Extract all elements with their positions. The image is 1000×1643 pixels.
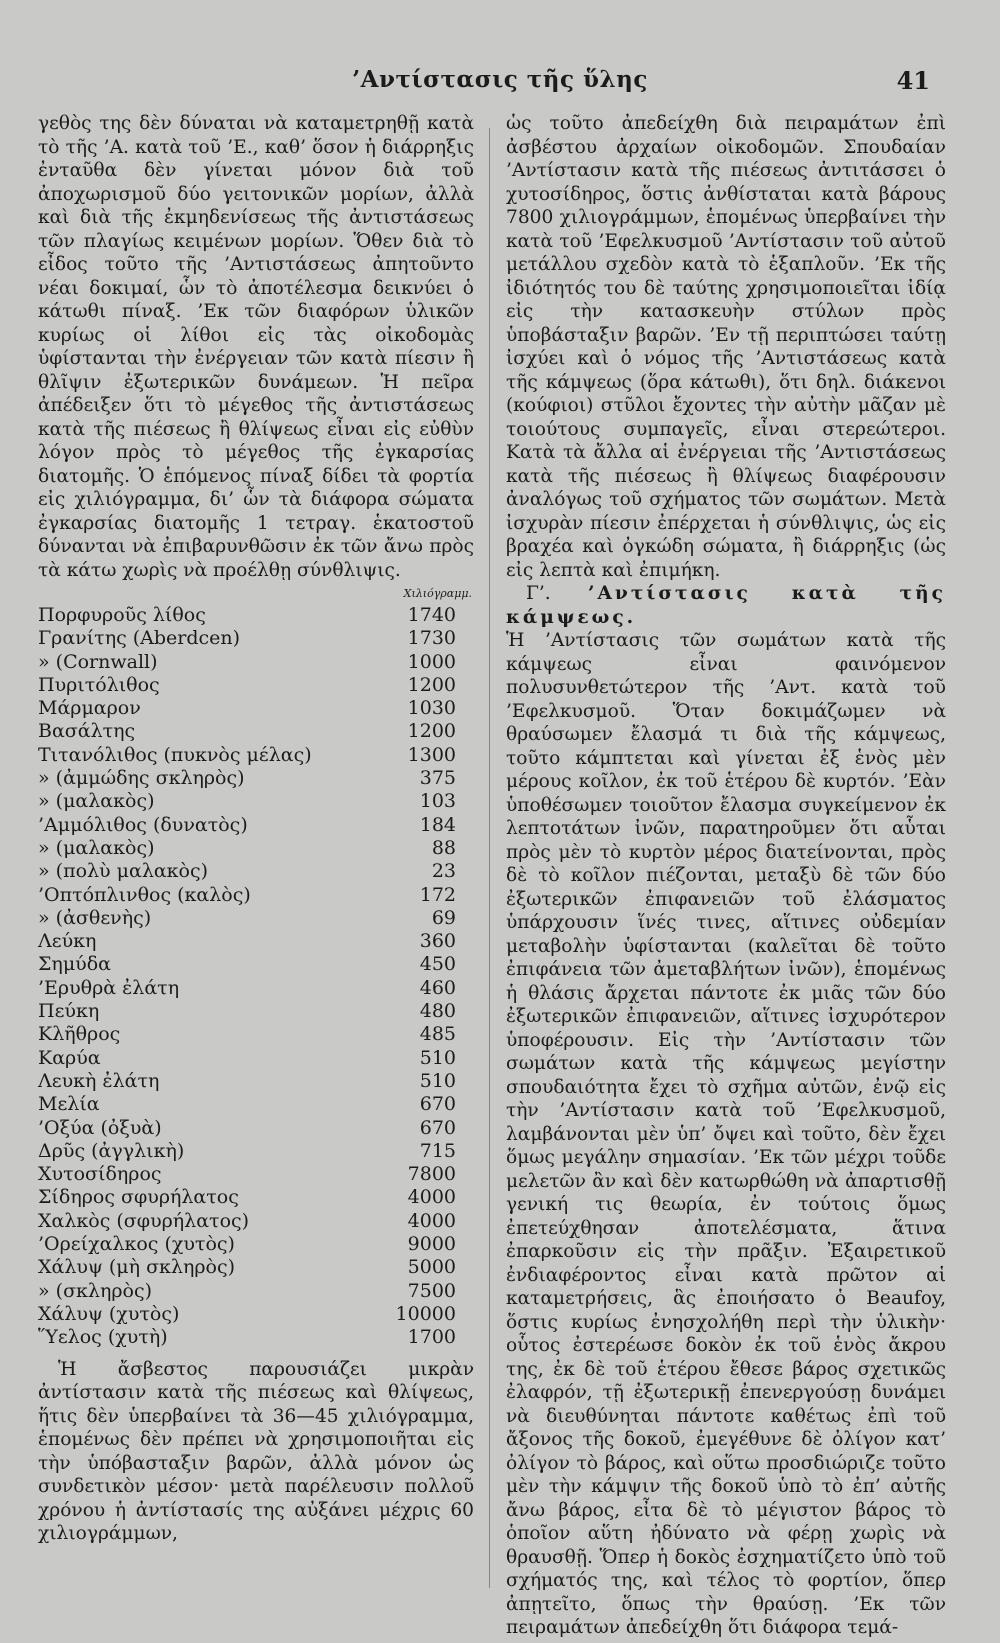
compression-strength-table xyxy=(38,604,474,1350)
material-name: » (ἀμμώδης σκληρὸς) xyxy=(38,767,245,790)
load-value: 172 xyxy=(419,883,456,906)
table-row xyxy=(38,1023,474,1046)
material-name: Πεύκη xyxy=(38,1000,100,1023)
load-value: 4000 xyxy=(407,1186,456,1209)
page-number: 41 xyxy=(896,66,930,95)
table-row xyxy=(38,1093,474,1116)
load-value: 480 xyxy=(419,1000,456,1023)
material-name: Χάλυψ (χυτὸς) xyxy=(38,1302,180,1325)
left-column xyxy=(38,112,474,1546)
table-unit-caption: Χιλιόγραμμ. xyxy=(403,587,472,600)
load-value: 1200 xyxy=(407,720,456,743)
load-value: 103 xyxy=(419,790,456,813)
table-row xyxy=(38,977,474,1000)
load-value: 670 xyxy=(419,1093,456,1116)
column-divider xyxy=(489,128,490,1588)
table-row xyxy=(38,604,474,627)
table-row xyxy=(38,720,474,743)
material-name: » (πολὺ μαλακὸς) xyxy=(38,860,209,883)
load-value: 1200 xyxy=(407,673,456,696)
table-row xyxy=(38,907,474,930)
table-row xyxy=(38,1070,474,1093)
load-value: 1730 xyxy=(407,627,456,650)
material-name: » (μαλακὸς) xyxy=(38,790,155,813)
load-value: 485 xyxy=(419,1023,456,1046)
table-row xyxy=(38,1186,474,1209)
material-name: Πυριτόλιθος xyxy=(38,673,160,696)
table-row xyxy=(38,627,474,650)
table-row xyxy=(38,1163,474,1186)
load-value: 510 xyxy=(419,1069,456,1092)
material-name: ’Οπτόπλινθος (καλὸς) xyxy=(38,883,251,906)
material-name: » (σκληρὸς) xyxy=(38,1279,153,1302)
table-row xyxy=(38,814,474,837)
load-value: 1000 xyxy=(407,650,456,673)
load-value: 460 xyxy=(419,976,456,999)
table-row xyxy=(38,837,474,860)
material-name: » (ἀσθενὴς) xyxy=(38,906,152,929)
table-row xyxy=(38,697,474,720)
right-paragraph-1: ὡς τοῦτο ἀπεδείχθη διὰ πειραμάτων ἐπὶ ἀσβέστου ἀρχαίων οἰκοδομῶν. Σπουδαίαν ’Αντίστασιν κατὰ τῆς πιέσεως ἀντιτάσσει ὁ χυτοσίδηρος, ὅστις ἀνθίσταται κατὰ βάρους 7800 χιλιογράμμων, ἑπομένως ὑπερβαίνει τὴν κατὰ τοῦ ’Εφελκυσμοῦ ’Αντίστασιν τοῦ αὐτοῦ μετάλλου σχεδὸν κατὰ τὸ ἑξαπλοῦν. ’Εκ τῆς ἰδιότητός του δὲ ταύτης χρησιμοποιεῖται ἰδίᾳ εἰς τὴν κατασκευὴν στύλων πρὸς ὑποβάσταξιν βαρῶν. ’Εν τῇ περιπτώσει ταύτῃ ἰσχύει καὶ ὁ νόμος τῆς ’Αντιστάσεως κατὰ τῆς κάμψεως (ὅρα κάτωθι), ὅτι δηλ. διάκενοι (κούφιοι) στῦλοι ἔχοντες τὴν αὐτὴν μᾶζαν μὲ τοιούτους συμπαγεῖς, εἶναι στερεώτεροι. Κατὰ τὰ ἄλλα αἱ ἐνέργειαι τῆς ’Αντιστάσεως κατὰ τῆς πιέσεως ἢ θλίψεως διαφέρουσιν ἀναλόγως τοῦ σχήματος τῶν σωμάτων. Μετὰ ἰσχυρὰν πίεσιν ἐπέρχεται ἡ σύνθλιψις, ὡς εἰς βραχέα καὶ ὀγκώδη σώματα, ἢ διάρρηξις (ὡς εἰς λεπτὰ καὶ ἐπιμήκη. xyxy=(506,113,946,581)
section-heading-line xyxy=(506,582,946,629)
table-row xyxy=(38,930,474,953)
material-name: Τιτανόλιθος (πυκνὸς μέλας) xyxy=(38,743,312,766)
material-name: » (Cornwall) xyxy=(38,650,158,673)
table-row xyxy=(38,1326,474,1349)
load-value: 1700 xyxy=(407,1326,456,1349)
load-value: 7800 xyxy=(407,1163,456,1186)
material-name: Γρανίτης (Aberdcen) xyxy=(38,627,241,650)
running-title: ’Αντίστασις τῆς ὕλης xyxy=(352,66,648,93)
material-name: ’Αμμόλιθος (δυνατὸς) xyxy=(38,813,248,836)
table-row xyxy=(38,1280,474,1303)
table-row xyxy=(38,884,474,907)
load-value: 23 xyxy=(431,860,456,883)
table-row xyxy=(38,790,474,813)
load-value: 670 xyxy=(419,1116,456,1139)
material-name: Λεύκη xyxy=(38,930,97,953)
table-row xyxy=(38,1000,474,1023)
table-row xyxy=(38,1117,474,1140)
material-name: Βασάλτης xyxy=(38,720,136,743)
material-name: Πορφυροῦς λίθος xyxy=(38,604,206,626)
material-name: Χυτοσίδηρος xyxy=(38,1163,162,1186)
table-row xyxy=(38,1047,474,1070)
material-name: Σίδηρος σφυρήλατος xyxy=(38,1186,239,1209)
material-name: ’Οξύα (ὀξυὰ) xyxy=(38,1116,162,1139)
load-value: 450 xyxy=(419,953,456,976)
load-value: 7500 xyxy=(407,1279,456,1302)
table-row xyxy=(38,651,474,674)
material-name: Ὕελος (χυτὴ) xyxy=(38,1326,168,1349)
load-value: 375 xyxy=(419,767,456,790)
load-value: 184 xyxy=(419,813,456,836)
load-value: 88 xyxy=(431,836,456,859)
material-name: Λευκὴ ἐλάτη xyxy=(38,1069,160,1092)
load-value: 1740 xyxy=(407,604,456,626)
table-row xyxy=(38,674,474,697)
load-value: 1030 xyxy=(407,697,456,720)
left-paragraph-1: γεθὸς της δὲν δύναται νὰ καταμετρηθῇ κατὰ τὸ τῆς ’Α. κατὰ τοῦ ’Ε., καθ’ ὅσον ἡ διάρρηξις ἐνταῦθα δὲν γίνεται μόνον διὰ τοῦ ἀποχωρισμοῦ δύο γειτονικῶν μορίων, ἀλλὰ καὶ διὰ τῆς ἐκμηδενίσεως τῆς ἀντιστάσεως τῶν πλαγίως κειμένων μορίων. Ὅθεν διὰ τὸ εἶδος τοῦτο τῆς ’Αντιστάσεως ἀπητοῦντο νέαι δοκιμαί, ὧν τὸ ἀποτέλεσμα δεικνύει ὁ κάτωθι πίναξ. ’Εκ τῶν διαφόρων ὑλικῶν κυρίως οἱ λίθοι εἰς τὰς οἰκοδομὰς ὑφίστανται τὴν ἐνέργειαν τῶν κατὰ πίεσιν ἢ θλῖψιν ἐξωτερικῶν δυνάμεων. Ἡ πεῖρα ἀπέδειξεν ὅτι τὸ μέγεθος τῆς ἀντιστάσεως κατὰ τῆς πιέσεως ἢ θλίψεως εἶναι εἰς εὐθὺν λόγον πρὸς τὸ μέγεθος τῆς ἐγκαρσίας διατομῆς. Ὁ ἑπόμενος πίναξ δίδει τὰ φορτία εἰς χιλιόγραμμα, δι’ ὧν τὰ διάφορα σώματα ἐγκαρσίας διατομῆς 1 τετραγ. ἑκατοστοῦ δύνανται νὰ ἐπιβαρυνθῶσιν ἐκ τῶν ἄνω πρὸς τὰ κάτω χωρὶς νὰ προέλθῃ σύνθλιψις. xyxy=(38,113,474,581)
section-heading: ’Αντίστασις κατὰ τῆς κάμψεως. xyxy=(506,583,946,628)
table-row xyxy=(38,1303,474,1326)
load-value: 5000 xyxy=(407,1256,456,1279)
load-value: 4000 xyxy=(407,1209,456,1232)
load-value: 715 xyxy=(419,1139,456,1162)
material-name: Μελία xyxy=(38,1093,100,1116)
section-label: Γ’. xyxy=(526,583,551,604)
table-row xyxy=(38,1210,474,1233)
material-name: Σημύδα xyxy=(38,953,111,976)
page-header xyxy=(0,62,1000,102)
load-value: 69 xyxy=(431,906,456,929)
load-value: 10000 xyxy=(395,1302,456,1325)
load-value: 1300 xyxy=(407,743,456,766)
load-value: 510 xyxy=(419,1046,456,1069)
load-value: 9000 xyxy=(407,1233,456,1256)
table-row xyxy=(38,744,474,767)
material-name: Καρύα xyxy=(38,1046,101,1069)
right-paragraph-2: Ἡ ’Αντίστασις τῶν σωμάτων κατὰ τῆς κάμψεως εἶναι φαινόμενον πολυσυνθετώτερον τῆς ’Αντ. κατὰ τοῦ ’Εφελκυσμοῦ. Ὅταν δοκιμάζωμεν νὰ θραύσωμεν ἔλασμά τι διὰ τῆς κάμψεως, τοῦτο κάμπτεται καὶ γίνεται ἐξ ἑνὸς μὲν μέρους κοῖλον, ἐκ τοῦ ἑτέρου δὲ κυρτόν. ’Εὰν ὑποθέσωμεν τοιοῦτον ἔλασμα συγκείμενον ἐκ λεπτοτάτων ἰνῶν, παρατηροῦμεν ὅτι αὗται πρὸς μὲν τὸ κυρτὸν μέρος διατείνονται, πρὸς δὲ τὸ κοῖλον πιέζονται, μεταξὺ δὲ τῶν δύο ἐξωτερικῶν ἐπιφανειῶν τοῦ ἐλάσματος ὑπάρχουσιν ἵνές τινες, αἵτινες οὐδεμίαν μεταβολὴν ὑφίστανται (καλεῖται δὲ τοῦτο ἐπιφάνεια τῶν ἀμεταβλήτων ἰνῶν), ἑπομένως ἡ θλάσις ἄρχεται πάντοτε ἐκ μιᾶς τῶν δύο ἐξωτερικῶν ἐπιφανειῶν, αἵτινες ἰσχυρότερον ὑποφέρουσιν. Εἰς τὴν ’Αντίστασιν τῶν σωμάτων κατὰ τῆς κάμψεως μεγίστην σπουδαιότητα ἔχει τὸ σχῆμα αὐτῶν, ἐνῷ εἰς τὴν ’Αντίστασιν κατὰ τοῦ ’Εφελκυσμοῦ, λαμβάνονται μὲν ὑπ’ ὄψει καὶ τοῦτο, δὲν ἔχει ὅμως μεγάλην σημασίαν. ’Εκ τῶν μέχρι τοῦδε μελετῶν ἂν καὶ δὲν κατωρθώθη νὰ ἀπαρτισθῇ γενική τις θεωρία, ἐν τούτοις ὅμως ἐπετεύχθησαν ἀποτελέσματα, ἅτινα ἐπαρκοῦσιν εἰς τὴν πρᾶξιν. Ἐξαιρετικοῦ ἐνδιαφέροντος εἶναι κατὰ πρῶτον αἱ καταμετρήσεις, ἃς ἐποιήσατο ὁ Beaufoy, ὅστις κυρίως ἐνησχολήθη περὶ τὴν ὑλικὴν· οὗτος ἐστερέωσε δοκὸν ἐκ τοῦ ἑνὸς ἄκρου της, ἐκ δὲ τοῦ ἑτέρου ἔθεσε βάρος σχετικῶς ἐλαφρόν, τῇ ἐξωτερικῇ ἐπενεργούσῃ δυνάμει νὰ διευθύνηται πάντοτε καθέτως ἐπὶ τοῦ ἄξονος τῆς δοκοῦ, ἐμεγέθυνε δὲ ὀλίγον κατ’ ὀλίγον τὸ βάρος, καὶ οὕτω προσδιώριζε τοῦτο μὲν τὴν κάμψιν τῆς δοκοῦ ὑπὸ τὸ ἐπ’ αὐτῆς ἄνω βάρος, εἶτα δὲ τὸ μέγιστον βάρος τὸ ὁποῖον αὕτη ἠδύνατο νὰ φέρῃ χωρὶς νὰ θραυσθῇ. Ὅπερ ἡ δοκὸς ἐσχηματίζετο ὑπὸ τοῦ σχήματός της, καὶ τέλος τὸ φορτίον, ὅπερ ἀπῃτεῖτο, ὅπως τὴν θραύσῃ. ’Εκ τῶν πειραμάτων ἀπεδείχθη ὅτι διάφορα τεμά- xyxy=(506,630,946,1638)
table-row xyxy=(38,1256,474,1279)
load-value: 360 xyxy=(419,930,456,953)
material-name: ’Ορείχαλκος (χυτὸς) xyxy=(38,1233,235,1256)
table-row xyxy=(38,1233,474,1256)
material-name: ’Ερυθρὰ ἐλάτη xyxy=(38,976,180,999)
table-row xyxy=(38,953,474,976)
material-name: Μάρμαρον xyxy=(38,697,141,720)
material-name: Κλῆθρος xyxy=(38,1023,121,1046)
right-column xyxy=(506,112,946,1640)
material-name: Χάλυψ (μὴ σκληρὸς) xyxy=(38,1256,236,1279)
table-row xyxy=(38,860,474,883)
table-row xyxy=(38,767,474,790)
material-name: Χαλκὸς (σφυρήλατος) xyxy=(38,1209,250,1232)
table-row xyxy=(38,1140,474,1163)
left-paragraph-2: Ἡ ἄσβεστος παρουσιάζει μικρὰν ἀντίστασιν κατὰ τῆς πιέσεως καὶ θλίψεως, ἥτις δὲν ὑπερβαίνει τὰ 36—45 χιλιόγραμμα, ἑπομένως δὲν πρέπει νὰ χρησιμοποιῆται εἰς τὴν ὑπόβασταξιν βαρῶν, ἀλλὰ μόνον ὡς συνδετικὸν μέσον· μετὰ παρέλευσιν πολλοῦ χρόνου ἡ ἀντίστασίς της αὐξάνει μέχρις 60 χιλιογράμμων, xyxy=(38,1358,474,1544)
material-name: Δρῦς (ἀγγλικὴ) xyxy=(38,1139,185,1162)
material-name: » (μαλακὸς) xyxy=(38,836,155,859)
